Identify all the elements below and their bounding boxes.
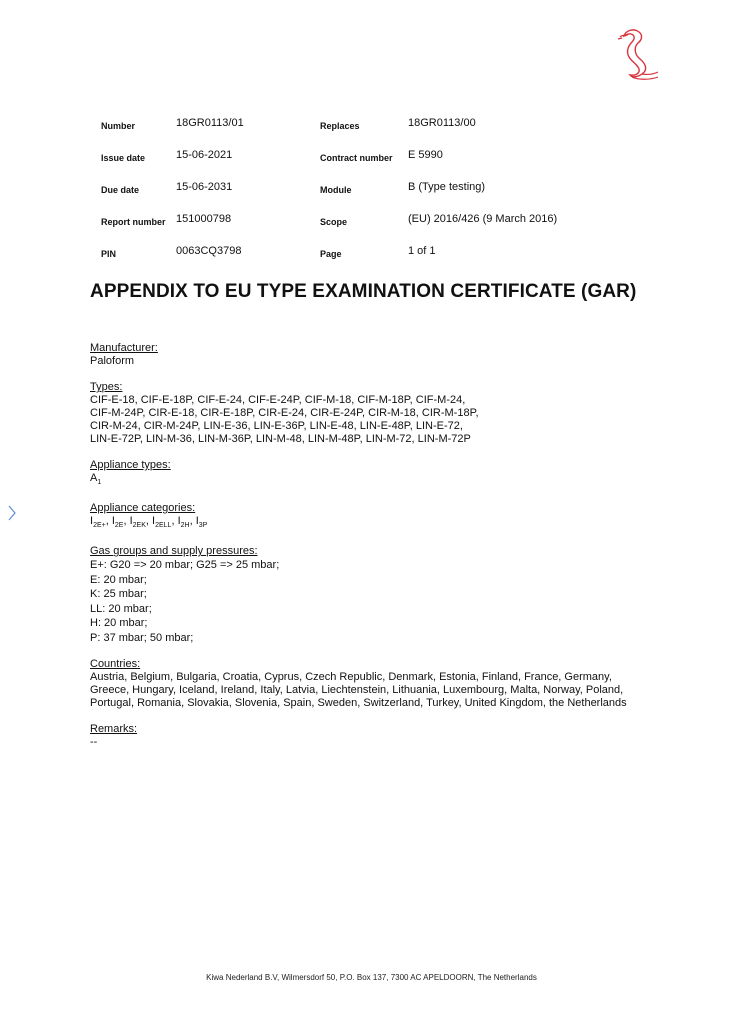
number-label: Number [101, 121, 136, 131]
category-sub: 3P [198, 522, 208, 530]
gas-group-line: E+: G20 => 20 mbar; G25 => 25 mbar; [90, 559, 280, 572]
category-sub: 2E+ [93, 522, 106, 530]
category-base: I [111, 515, 115, 528]
category-base: I [177, 515, 181, 528]
scope-label: Scope [320, 217, 348, 227]
pin-value: 0063CQ3798 [176, 245, 242, 257]
appliance-categories-section [90, 502, 660, 532]
category-sub: 2H [180, 522, 190, 530]
page-value: 1 of 1 [408, 245, 436, 257]
due-date-value: 15-06-2031 [176, 181, 233, 193]
module-label: Module [320, 185, 352, 195]
countries-line: Greece, Hungary, Iceland, Ireland, Italy, Latvia, Liechtenstein, Lithuania, Luxembourg, Malta, Norway, Poland, [90, 684, 624, 697]
page-label: Page [320, 249, 342, 259]
appliance-type-sub: 1 [97, 479, 102, 487]
meta-row [0, 245, 743, 265]
countries-heading: Countries: [90, 658, 141, 671]
types-section [90, 381, 660, 446]
appliance-categories-value: $I_{2E+}$, $I_{2E}$, $I_{2EK}$, $I_{2ELL}$, $I_{2H}$, $I_{3P}$ [90, 515, 208, 530]
types-heading: Types: [90, 381, 123, 393]
chevron-right-icon[interactable] [6, 503, 18, 523]
gas-group-line: E: 20 mbar; [90, 573, 147, 586]
remarks-value: -- [90, 736, 98, 749]
gas-groups-heading: Gas groups and supply pressures: [90, 545, 258, 558]
category-sub: 2E [114, 522, 124, 530]
category-sub: 2EK [132, 522, 146, 530]
gas-group-line: K: 25 mbar; [90, 588, 147, 601]
scope-value: (EU) 2016/426 (9 March 2016) [408, 213, 558, 225]
countries-line: Austria, Belgium, Bulgaria, Croatia, Cyprus, Czech Republic, Denmark, Estonia, Finland, France, Germany, [90, 671, 612, 684]
types-line: CIF-E-18, CIF-E-18P, CIF-E-24, CIF-E-24P, CIF-M-18, CIF-M-18P, CIF-M-24, [90, 394, 466, 406]
report-number-label: Report number [101, 217, 166, 227]
gas-group-line: P: 37 mbar; 50 mbar; [90, 631, 194, 644]
gas-group-line: H: 20 mbar; [90, 617, 148, 630]
countries-section [90, 658, 660, 710]
appendix-body [90, 342, 660, 762]
page-footer: Kiwa Nederland B.V, Wilmersdorf 50, P.O. Box 137, 7300 AC APELDOORN, The Netherlands [206, 973, 537, 982]
countries-line: Portugal, Romania, Slovakia, Slovenia, Spain, Sweden, Switzerland, Turkey, United Kingdom, the Netherlands [90, 697, 627, 710]
manufacturer-value: Paloform [90, 355, 135, 367]
pin-label: PIN [101, 249, 117, 259]
category-sub: 2ELL [155, 522, 172, 530]
replaces-label: Replaces [320, 121, 360, 131]
category-base: I [152, 515, 156, 528]
replaces-value: 18GR0113/00 [408, 117, 476, 129]
contract-value: E 5990 [408, 149, 443, 161]
types-line: CIR-M-24, CIR-M-24P, LIN-E-36, LIN-E-36P, LIN-E-48, LIN-E-48P, LIN-E-72, [90, 420, 463, 432]
module-value: B (Type testing) [408, 181, 486, 193]
number-value: 18GR0113/01 [176, 117, 244, 129]
appliance-types-value [90, 472, 660, 489]
gas-groups-section [90, 545, 660, 645]
remarks-heading: Remarks: [90, 723, 138, 736]
meta-row [0, 149, 743, 169]
appliance-types-heading: Appliance types: [90, 459, 171, 471]
manufacturer-section [90, 342, 660, 368]
issue-date-value: 15-06-2021 [176, 149, 233, 161]
types-line: CIF-M-24P, CIR-E-18, CIR-E-18P, CIR-E-24, CIR-E-24P, CIR-M-18, CIR-M-18P, [90, 407, 479, 419]
category-base: I [129, 515, 133, 528]
gas-group-line: LL: 20 mbar; [90, 602, 152, 615]
report-number-value: 151000798 [176, 213, 232, 225]
appliance-type-base: A [90, 472, 98, 484]
category-base: I [90, 515, 94, 528]
certificate-meta-table [0, 0, 743, 270]
issue-date-label: Issue date [101, 153, 146, 163]
contract-label: Contract number [320, 153, 393, 163]
manufacturer-heading: Manufacturer: [90, 342, 158, 354]
meta-row [0, 181, 743, 201]
appliance-categories-heading: Appliance categories: [90, 502, 196, 515]
due-date-label: Due date [101, 185, 140, 195]
category-base: I [195, 515, 199, 528]
remarks-section [90, 723, 660, 749]
meta-row [0, 117, 743, 137]
page-title: APPENDIX TO EU TYPE EXAMINATION CERTIFICATE (GAR) [90, 281, 637, 302]
meta-row [0, 213, 743, 233]
types-line: LIN-E-72P, LIN-M-36, LIN-M-36P, LIN-M-48, LIN-M-48P, LIN-M-72, LIN-M-72P [90, 433, 471, 445]
appliance-types-section [90, 459, 660, 489]
